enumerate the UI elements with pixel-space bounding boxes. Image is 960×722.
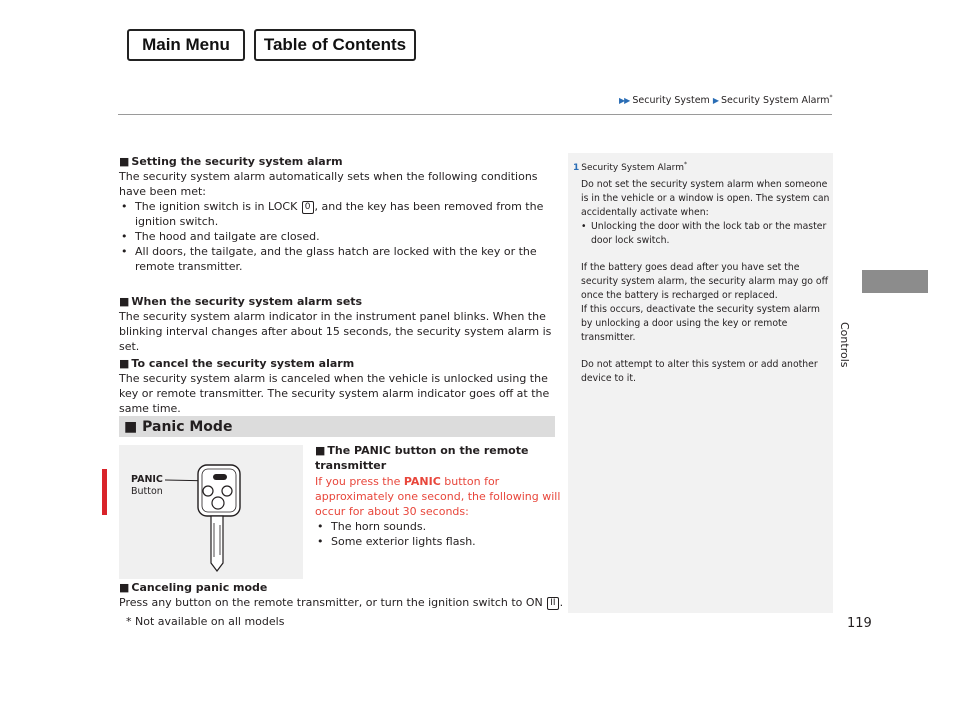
setting-conditions-list [119, 199, 559, 274]
breadcrumb-arrow-icon: ▶▶ [619, 96, 630, 106]
notes-bullet: • Unlocking the door with the lock tab or the master door lock switch. [581, 221, 827, 246]
header-divider [118, 114, 832, 115]
square-bullet-icon: ■ [119, 295, 130, 308]
sets-heading: ■ When the security system alarm sets [119, 295, 363, 308]
canceling-panic-section [119, 580, 569, 610]
panic-button-section [315, 443, 565, 549]
square-bullet-icon: ■ [124, 419, 138, 435]
breadcrumb-level1[interactable]: Security System [632, 95, 710, 107]
panic-warning-text: If you press the PANIC button for approximately one second, the following will occur for about 30 seconds: [315, 475, 561, 518]
footnote: * Not available on all models [126, 615, 285, 628]
square-bullet-icon: ■ [119, 581, 130, 594]
breadcrumb-level2[interactable]: Security System Alarm [721, 95, 830, 107]
availability-marker: * [829, 94, 833, 101]
breadcrumb-arrow-icon: ▶ [712, 96, 718, 106]
cancel-heading: ■ To cancel the security system alarm [119, 357, 355, 370]
canceling-heading: ■ Canceling panic mode [119, 581, 268, 594]
remote-key-illustration [119, 445, 303, 579]
square-bullet-icon: ■ [315, 444, 326, 457]
key-fob-icon [119, 445, 303, 579]
chapter-label: Controls [838, 322, 851, 368]
reference-icon: 1 [573, 163, 580, 173]
page-number: 119 [847, 616, 872, 631]
notes-paragraph: Do not set the security system alarm when someone is in the vehicle or a window is open. The system can accidentally activate when: [581, 179, 830, 218]
notes-title[interactable]: 1 Security System Alarm* [573, 161, 687, 173]
notes-paragraph: If the battery goes dead after you have set the security system alarm, the security alarm may go off once the battery is recharged or replaced. [581, 262, 829, 301]
notes-paragraph: If this occurs, deactivate the security system alarm by unlocking a door using the key or remote transmitter. [581, 304, 820, 343]
setting-heading: ■ Setting the security system alarm [119, 155, 343, 168]
cancel-body: The security system alarm is canceled when the vehicle is unlocked using the key or remote transmitter. The security system alarm indicator goes off at the same time. [119, 372, 550, 415]
list-item: • The hood and tailgate are closed. [119, 229, 559, 244]
canceling-body: Press any button on the remote transmitter, or turn the ignition switch to ON II . [119, 596, 564, 609]
panic-callout-label: PANIC [131, 474, 163, 485]
notes-content [573, 158, 831, 386]
main-menu-button[interactable]: Main Menu [127, 29, 245, 61]
list-item: • All doors, the tailgate, and the glass hatch are locked with the key or the remote transmitter. [119, 244, 559, 274]
setting-section [119, 154, 559, 274]
list-item: • Some exterior lights flash. [315, 534, 565, 549]
square-bullet-icon: ■ [119, 155, 130, 168]
chapter-tab[interactable] [862, 270, 928, 293]
square-bullet-icon: ■ [119, 357, 130, 370]
panic-effects-list [315, 519, 565, 549]
sets-body: The security system alarm indicator in the instrument panel blinks. When the blinking interval changes after about 15 seconds, the security system alarm is set. [119, 310, 552, 353]
ignition-lock-key-icon: 0 [302, 201, 314, 214]
setting-intro: The security system alarm automatically sets when the following conditions have been met: [119, 170, 538, 198]
panic-callout-label: Button [131, 486, 163, 497]
list-item: • The horn sounds. [315, 519, 565, 534]
notes-paragraph: Do not attempt to alter this system or add another device to it. [581, 359, 818, 384]
bullet-icon: • [581, 221, 587, 232]
sets-section [119, 294, 559, 354]
list-item: • The ignition switch is in LOCK 0 , and the key has been removed from the ignition switch. [119, 199, 559, 229]
ignition-on-key-icon: II [547, 597, 558, 610]
change-marker [102, 469, 107, 515]
panic-button-heading: ■ The PANIC button on the remote transmitter [315, 444, 529, 472]
cancel-section [119, 356, 559, 416]
panic-keyword: PANIC [403, 475, 441, 488]
table-of-contents-button[interactable]: Table of Contents [254, 29, 416, 61]
breadcrumb [619, 94, 832, 106]
panic-title: ■ Panic Mode [124, 419, 233, 435]
